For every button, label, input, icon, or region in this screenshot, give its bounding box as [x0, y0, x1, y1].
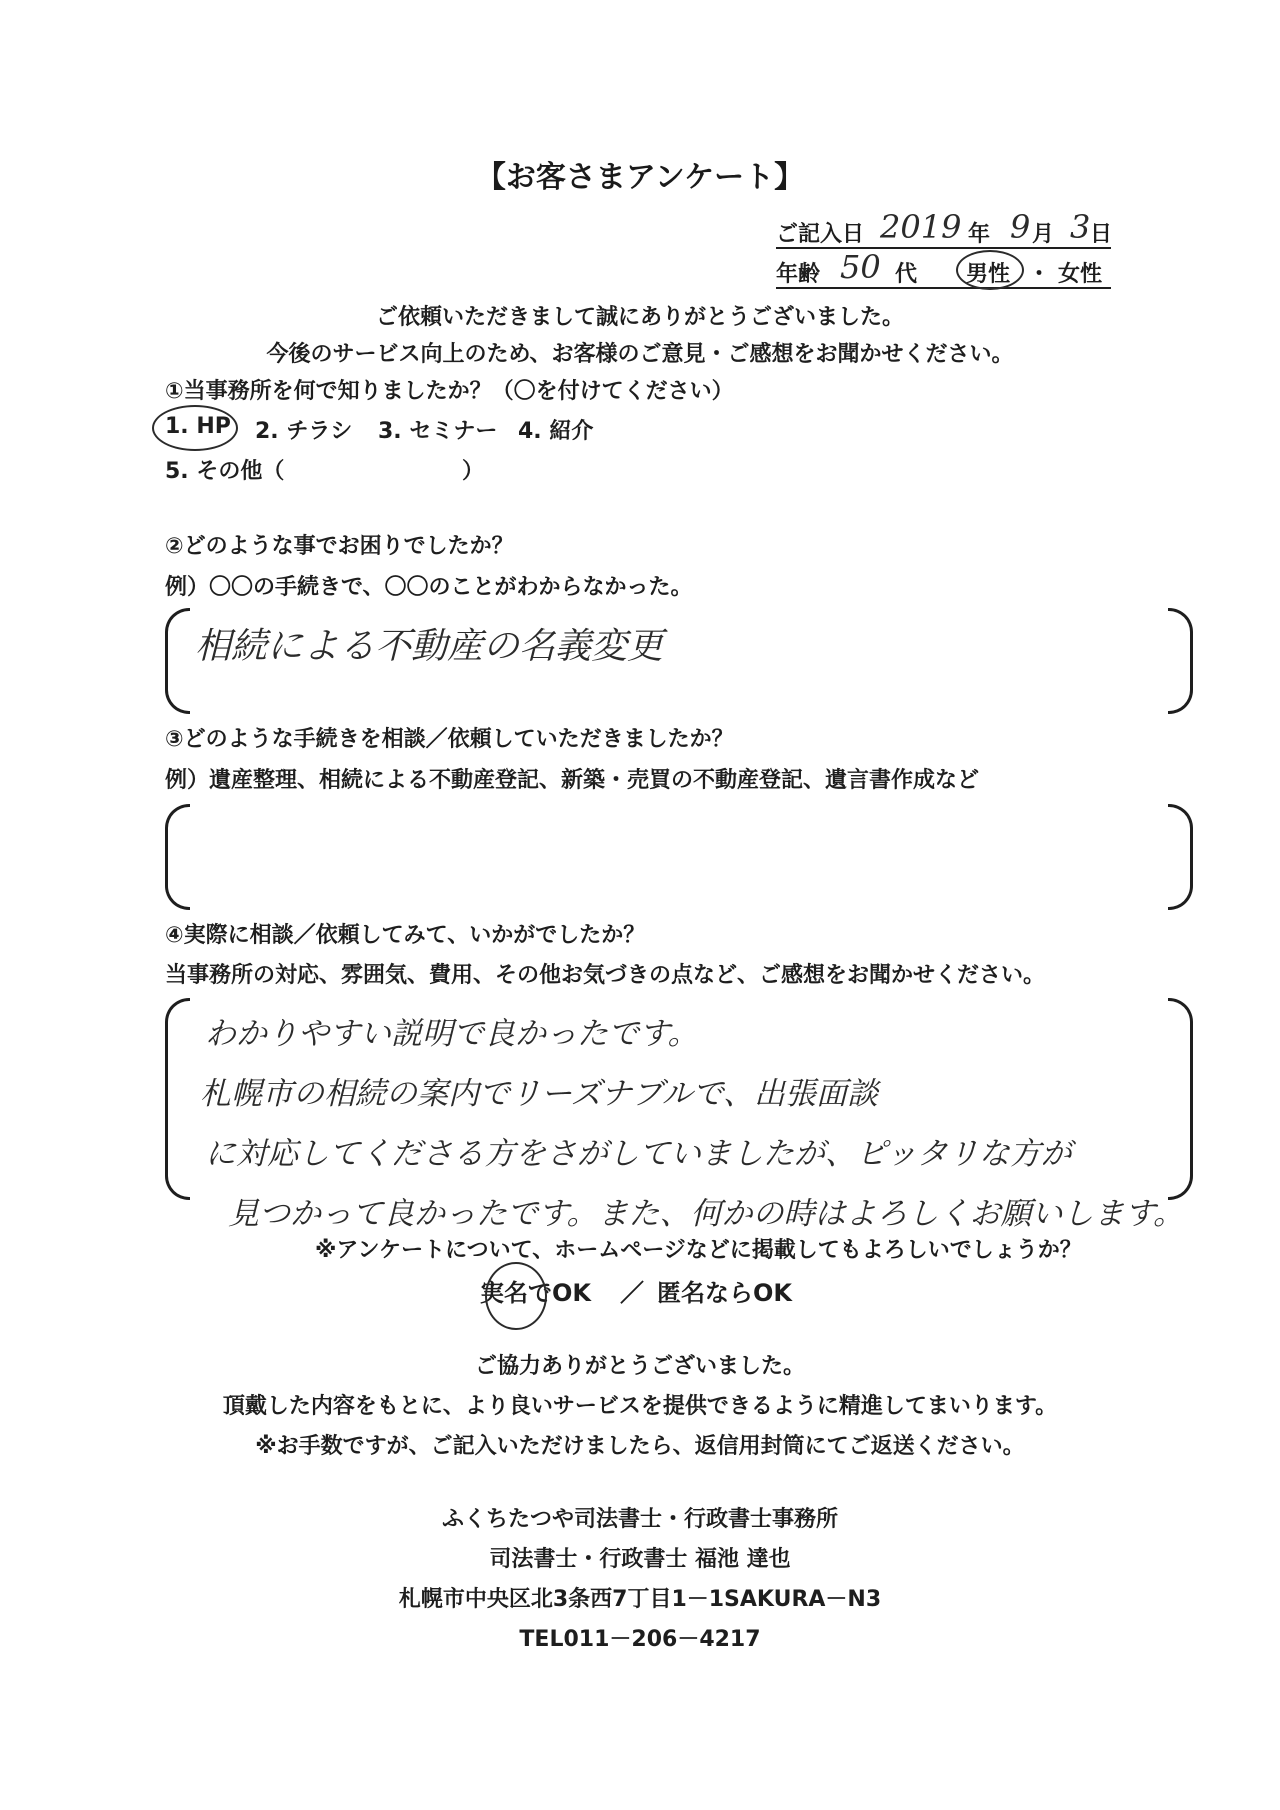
- office-tel: TEL011－206－4217: [519, 1627, 761, 1652]
- date-underline: [776, 247, 1111, 249]
- gender-separator: ・: [1028, 262, 1051, 287]
- thanks-line-3: ※お手数ですが、ご記入いただけましたら、返信用封筒にてご返送ください。: [255, 1434, 1025, 1459]
- date-day: 3: [1070, 208, 1091, 246]
- consent-anonymous-ok: 匿名ならOK: [657, 1279, 792, 1307]
- office-address: 札幌市中央区北3条西7丁目1－1SAKURA－N3: [398, 1587, 882, 1612]
- date-label: ご記入日: [776, 222, 865, 247]
- thanks-line-1: ご協力ありがとうございました。: [474, 1354, 805, 1379]
- thanks-line-2: 頂戴した内容をもとに、より良いサービスを提供できるように精進してまいります。: [222, 1394, 1058, 1419]
- q2-bracket-left: [165, 608, 190, 714]
- q1-option-flyer: 2. チラシ: [255, 419, 353, 444]
- intro-line-1: ご依頼いただきまして誠にありがとうございました。: [375, 305, 904, 330]
- age-unit: 代: [895, 262, 918, 287]
- survey-title: 【お客さまアンケート】: [475, 160, 805, 195]
- q2-bracket-right: [1168, 608, 1193, 714]
- q4-answer-line-3: に対応してくださる方をさがしていましたが、ピッタリな方が: [205, 1136, 1072, 1172]
- q4-answer-line-1: わかりやすい説明で良かったです。: [205, 1016, 699, 1052]
- q1-hp-circle-mark: [152, 405, 238, 451]
- q1-question: ①当事務所を何で知りましたか？（〇を付けてください）: [165, 379, 734, 404]
- consent-question: ※アンケートについて、ホームページなどに掲載してもよろしいでしょうか？: [315, 1238, 1082, 1263]
- intro-line-2: 今後のサービス向上のため、お客様のご意見・ご感想をお聞かせください。: [266, 342, 1014, 367]
- q4-bracket-right: [1168, 998, 1193, 1200]
- month-unit: 月: [1032, 222, 1055, 247]
- date-month: 9: [1010, 208, 1031, 246]
- q3-bracket-left: [165, 804, 190, 910]
- q3-question: ③どのような手続きを相談／依頼していただきましたか？: [165, 727, 734, 752]
- age-value: 50: [840, 248, 881, 286]
- q1-option-other-close: ）: [462, 459, 485, 484]
- gender-male-circle-mark: [956, 250, 1024, 290]
- q1-option-seminar: 3. セミナー: [378, 419, 498, 444]
- day-unit: 日: [1090, 222, 1113, 247]
- q4-answer-line-2: 札幌市の相続の案内でリーズナブルで、出張面談: [200, 1076, 878, 1112]
- q1-option-referral: 4. 紹介: [518, 419, 594, 444]
- q2-answer: 相続による不動産の名義変更: [195, 626, 664, 667]
- q1-option-hp: 1. HP: [165, 414, 231, 439]
- consent-separator: ／: [620, 1279, 644, 1307]
- date-year: 2019: [880, 208, 962, 246]
- consent-real-name-ok: 実名でOK: [480, 1279, 591, 1307]
- q3-bracket-right: [1168, 804, 1193, 910]
- gender-female: 女性: [1058, 262, 1103, 287]
- q4-subtext: 当事務所の対応、雰囲気、費用、その他お気づきの点など、ご感想をお聞かせください。: [165, 963, 1046, 988]
- q1-option-other: 5. その他（: [165, 459, 285, 484]
- age-label: 年齢: [776, 262, 821, 287]
- year-unit: 年: [968, 222, 991, 247]
- consent-real-name-circle-mark: [485, 1262, 547, 1330]
- q4-answer-line-4: 見つかって良かったです。また、何かの時はよろしくお願いします。: [228, 1196, 1185, 1232]
- q4-question: ④実際に相談／依頼してみて、いかがでしたか？: [165, 923, 646, 948]
- office-name: ふくちたつや司法書士・行政書士事務所: [441, 1507, 838, 1532]
- gender-male: 男性: [966, 262, 1011, 287]
- q2-question: ②どのような事でお困りでしたか？: [165, 534, 514, 559]
- office-person: 司法書士・行政書士 福池 達也: [489, 1547, 791, 1572]
- q3-example: 例）遺産整理、相続による不動産登記、新築・売買の不動産登記、遺言書作成など: [165, 768, 980, 793]
- q4-bracket-left: [165, 998, 190, 1200]
- q2-example: 例）〇〇の手続きで、〇〇のことがわからなかった。: [165, 575, 693, 600]
